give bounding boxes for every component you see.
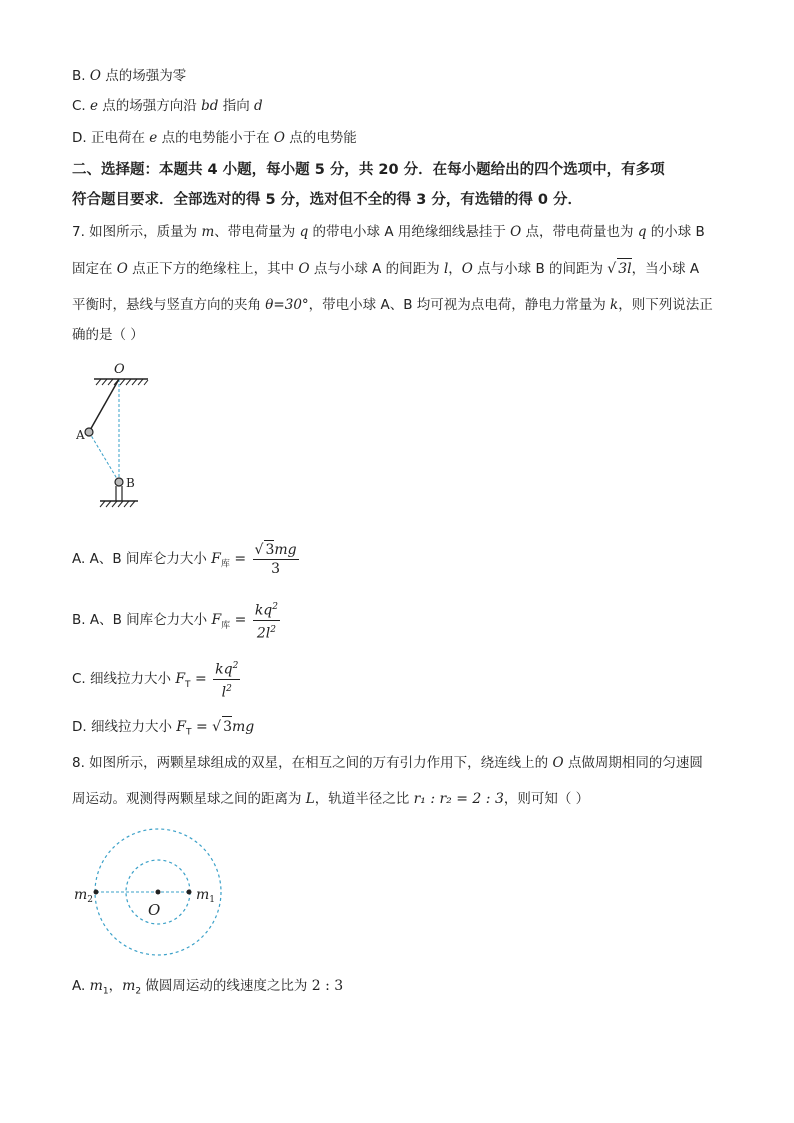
label-m2 xyxy=(74,887,93,905)
denominator xyxy=(220,680,234,702)
text: 点正下方的绝缘柱上，其中 xyxy=(127,261,299,277)
subscript: 1 xyxy=(102,986,109,997)
var-m: m xyxy=(201,224,215,240)
var-l: l xyxy=(443,261,449,277)
option-label: B. xyxy=(72,68,90,84)
var-O: O xyxy=(273,130,285,146)
var-mg: mg xyxy=(231,719,255,735)
text: ， xyxy=(448,261,462,277)
var-F: F xyxy=(211,612,222,629)
fraction xyxy=(253,540,299,578)
thread-line xyxy=(89,379,119,432)
label-O: O xyxy=(114,362,125,377)
var-e: e xyxy=(90,98,99,114)
label-m1-letter: m xyxy=(196,887,210,903)
text: 的带电小球 A 用绝缘细线悬挂于 xyxy=(308,224,511,240)
superscript: 2 xyxy=(226,683,232,694)
equals: = xyxy=(229,551,251,567)
subscript: 库 xyxy=(221,620,231,631)
subscript: 2 xyxy=(135,986,142,997)
q7-figure xyxy=(76,360,176,512)
option-label: C. 细线拉力大小 xyxy=(72,671,176,688)
var-q: q xyxy=(299,224,309,240)
text: 、带电荷量为 xyxy=(214,224,300,240)
label-m2-sub: 2 xyxy=(87,895,94,905)
q7-option-b xyxy=(72,598,282,644)
q7-option-d xyxy=(72,716,254,743)
text: 7. 如图所示，质量为 xyxy=(72,224,202,240)
option-label: B. A、B 间库仑力大小 xyxy=(72,612,212,629)
text: 点与小球 A 的间距为 xyxy=(309,261,444,277)
q7-line4: 确的是（ ） xyxy=(72,327,144,343)
var-bd: bd xyxy=(201,98,219,114)
option-text: 做圆周运动的线速度之比为 xyxy=(141,978,312,994)
superscript: 2 xyxy=(272,602,278,612)
radius-ratio: r₁ : r₂ = 2 : 3 xyxy=(413,791,504,807)
sqrt3l-expr: √ 3l xyxy=(607,261,631,277)
superscript: 2 xyxy=(232,661,239,671)
var-O: O xyxy=(116,261,128,277)
var-m: m xyxy=(122,978,136,994)
option-label: A. xyxy=(72,978,90,994)
q7-line2 xyxy=(72,258,699,279)
equals: = xyxy=(191,719,213,735)
option-text: 点的场强方向沿 xyxy=(98,98,202,114)
sqrt-radicand: 3l xyxy=(617,258,631,279)
text: 周运动。观测得两颗星球之间的距离为 xyxy=(72,791,306,807)
var-e: e xyxy=(149,130,158,146)
q8-figure xyxy=(70,820,240,960)
label-m1-sub: 1 xyxy=(209,895,216,905)
option-label: C. xyxy=(72,98,91,114)
numerator xyxy=(253,598,280,621)
subscript: 库 xyxy=(220,559,230,570)
q8-line1 xyxy=(72,753,703,773)
text: ，当小球 A xyxy=(631,261,700,277)
text: 固定在 xyxy=(72,261,117,277)
var-q: q xyxy=(637,224,647,240)
sqrt-radicand: 3 xyxy=(222,716,232,737)
var-O: O xyxy=(510,224,522,240)
q7-line3 xyxy=(72,295,713,315)
option-text: 点的场强为零 xyxy=(100,68,187,84)
var-theta: θ=30° xyxy=(265,297,309,313)
ratio-value: 2 : 3 xyxy=(311,978,344,994)
option-label: D. 正电荷在 xyxy=(72,130,150,146)
q8-option-a xyxy=(72,976,343,1002)
var-mg: mg xyxy=(274,542,297,558)
text: ，带电小球 A、B 均可视为点电荷，静电力常量为 xyxy=(308,297,611,313)
text: 8. 如图所示，两颗星球组成的双星，在相互之间的万有引力作用下，绕连线上的 xyxy=(72,755,553,771)
fraction xyxy=(253,598,280,642)
section-heading-line1: 二、选择题：本题共 4 小题，每小题 5 分，共 20 分．在每小题给出的四个选项中，有多项 xyxy=(72,162,665,178)
var-2l: 2l xyxy=(256,625,271,642)
ab-dashed-line xyxy=(89,432,119,482)
denominator: 3 xyxy=(271,561,281,577)
var-F: F xyxy=(175,671,186,688)
option-text: 指向 xyxy=(218,98,254,114)
text: 的小球 B xyxy=(646,224,705,240)
ball-b xyxy=(115,478,123,486)
var-m: m xyxy=(89,978,103,994)
var-O: O xyxy=(89,68,101,84)
var-F: F xyxy=(211,551,221,567)
option-label: A. A、B 间库仑力大小 xyxy=(72,551,212,567)
ceiling-hatch xyxy=(96,379,148,385)
q7-option-c xyxy=(72,657,242,703)
option-label: D. 细线拉力大小 xyxy=(72,719,177,735)
superscript: 2 xyxy=(270,624,276,635)
ground-hatch xyxy=(100,501,135,507)
separator: ， xyxy=(108,978,123,994)
var-k: k xyxy=(610,297,619,313)
numerator xyxy=(213,657,240,680)
text: 平衡时，悬线与竖直方向的夹角 xyxy=(72,297,266,313)
var-kq: kq xyxy=(254,602,273,619)
ball-a xyxy=(85,428,93,436)
star-m2 xyxy=(94,890,99,895)
equals: = xyxy=(230,612,251,629)
text: ，则可知（ ） xyxy=(503,791,590,807)
option-text: 点的电势能小于在 xyxy=(157,130,274,146)
var-O: O xyxy=(552,755,564,771)
option-d-prev xyxy=(72,128,357,148)
denominator xyxy=(255,621,278,643)
subscript: T xyxy=(185,679,191,690)
text: ，则下列说法正 xyxy=(618,297,713,313)
var-l: l xyxy=(221,684,227,701)
text: ，轨道半径之比 xyxy=(314,791,414,807)
label-m1 xyxy=(196,887,215,905)
var-L: L xyxy=(305,791,315,807)
option-c-prev xyxy=(72,96,263,116)
star-m1 xyxy=(187,890,192,895)
text: 点做周期相同的匀速圆 xyxy=(563,755,703,771)
center-O xyxy=(156,890,161,895)
text: 点与小球 B 的间距为 xyxy=(472,261,608,277)
option-text: 点的电势能 xyxy=(284,130,357,146)
q7-option-a xyxy=(72,540,301,583)
section-heading-line2: 符合题目要求．全部选对的得 5 分，选对但不全的得 3 分，有选错的得 0 分． xyxy=(72,192,583,208)
numerator: √ 3mg xyxy=(254,542,297,558)
var-O: O xyxy=(461,261,473,277)
sqrt-expr: √ 3 xyxy=(212,719,232,735)
var-F: F xyxy=(176,719,186,735)
option-b-prev xyxy=(72,66,186,86)
equals: = xyxy=(190,671,212,688)
sqrt-radicand: 3 xyxy=(265,542,275,558)
var-kq: kq xyxy=(215,661,233,678)
var-O: O xyxy=(298,261,310,277)
label-m2-letter: m xyxy=(74,887,88,903)
label-O: O xyxy=(148,901,161,919)
label-A: A xyxy=(76,428,85,442)
var-d: d xyxy=(254,98,263,114)
q8-line2 xyxy=(72,789,589,809)
q7-line1 xyxy=(72,222,705,242)
subscript: T xyxy=(186,727,192,738)
label-B: B xyxy=(126,476,135,490)
text: 点，带电荷量也为 xyxy=(521,224,638,240)
fraction xyxy=(213,657,240,701)
